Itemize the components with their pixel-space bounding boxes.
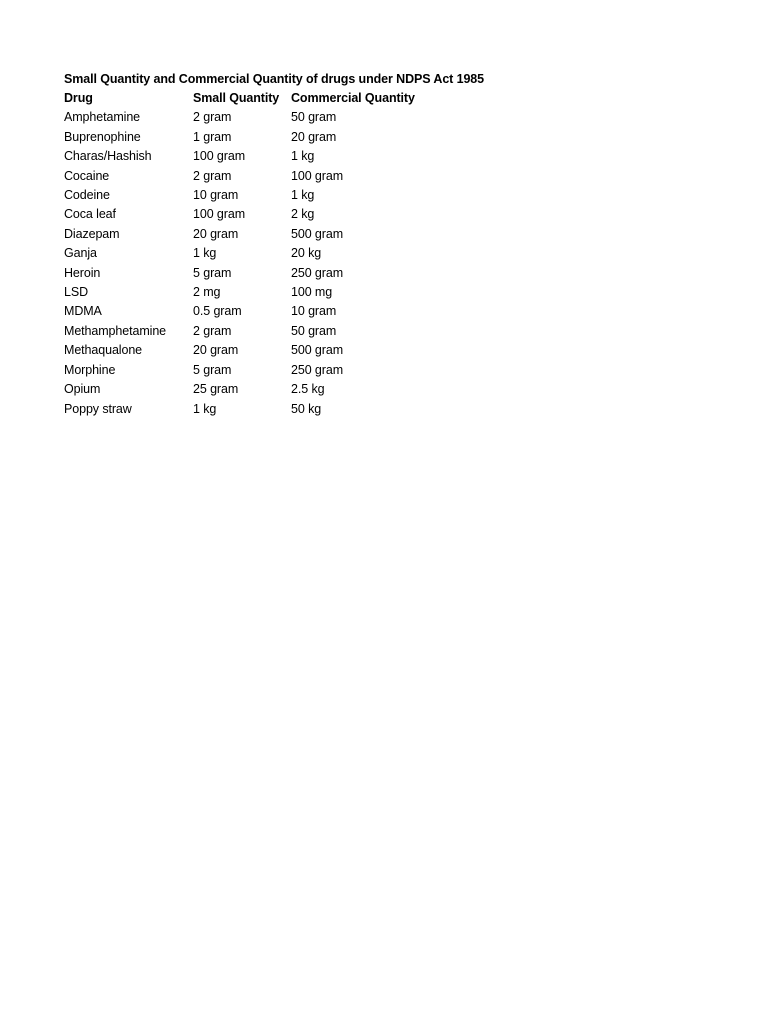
drug-cell: Poppy straw [64, 401, 132, 416]
commercial-quantity-cell: 2.5 kg [291, 382, 325, 397]
drug-cell: Methamphetamine [64, 323, 167, 338]
header-drug: Drug [64, 91, 93, 105]
commercial-quantity-cell: 10 gram [291, 304, 337, 319]
document-title: Small Quantity and Commercial Quantity of drugs under NDPS Act 1985 [64, 72, 485, 86]
table-row [64, 128, 491, 147]
small-quantity-cell: 0.5 gram [193, 304, 242, 319]
table-row [64, 380, 491, 399]
commercial-quantity-cell: 20 gram [291, 129, 337, 144]
drug-cell: Ganja [64, 246, 97, 261]
commercial-quantity-cell: 20 kg [291, 246, 322, 261]
commercial-quantity-cell: 1 kg [291, 188, 315, 203]
document-sheet [64, 70, 624, 419]
table-row [64, 205, 491, 224]
header-small-quantity: Small Quantity [193, 91, 280, 105]
commercial-quantity-cell: 50 gram [291, 110, 337, 125]
table-row [64, 108, 491, 127]
drug-cell: LSD [64, 285, 89, 300]
drug-cell: Cocaine [64, 168, 110, 183]
small-quantity-cell: 25 gram [193, 382, 239, 397]
drug-quantity-table [64, 89, 491, 419]
drug-cell: Amphetamine [64, 110, 141, 125]
drug-cell: Heroin [64, 265, 101, 280]
commercial-quantity-cell: 100 gram [291, 168, 344, 183]
drug-cell: Methaqualone [64, 343, 143, 358]
table-row [64, 244, 491, 263]
small-quantity-cell: 1 kg [193, 246, 217, 261]
table-row [64, 225, 491, 244]
small-quantity-cell: 2 gram [193, 110, 232, 125]
table-row [64, 264, 491, 283]
commercial-quantity-cell: 250 gram [291, 265, 344, 280]
commercial-quantity-cell: 2 kg [291, 207, 315, 222]
small-quantity-cell: 100 gram [193, 149, 246, 164]
drug-cell: Diazepam [64, 226, 120, 241]
table-row [64, 167, 491, 186]
table-row [64, 186, 491, 205]
table-row [64, 322, 491, 341]
small-quantity-cell: 1 kg [193, 401, 217, 416]
small-quantity-cell: 20 gram [193, 343, 239, 358]
commercial-quantity-cell: 100 mg [291, 285, 333, 300]
commercial-quantity-cell: 500 gram [291, 226, 344, 241]
table-row [64, 302, 491, 321]
commercial-quantity-cell: 50 gram [291, 323, 337, 338]
drug-cell: Opium [64, 382, 101, 397]
drug-cell: Morphine [64, 362, 116, 377]
small-quantity-cell: 5 gram [193, 362, 232, 377]
table-header-row [64, 89, 491, 108]
small-quantity-cell: 2 gram [193, 323, 232, 338]
table-row [64, 400, 491, 419]
commercial-quantity-cell: 1 kg [291, 149, 315, 164]
small-quantity-cell: 10 gram [193, 188, 239, 203]
drug-cell: Codeine [64, 188, 110, 203]
drug-cell: MDMA [64, 304, 102, 319]
table-row [64, 341, 491, 360]
small-quantity-cell: 2 mg [193, 285, 221, 300]
commercial-quantity-cell: 50 kg [291, 401, 322, 416]
small-quantity-cell: 100 gram [193, 207, 246, 222]
small-quantity-cell: 20 gram [193, 226, 239, 241]
commercial-quantity-cell: 250 gram [291, 362, 344, 377]
table-body [64, 108, 491, 419]
drug-cell: Coca leaf [64, 207, 116, 222]
table-row [64, 283, 491, 302]
small-quantity-cell: 2 gram [193, 168, 232, 183]
commercial-quantity-cell: 500 gram [291, 343, 344, 358]
drug-cell: Buprenophine [64, 129, 141, 144]
header-commercial-quantity: Commercial Quantity [291, 91, 415, 105]
small-quantity-cell: 5 gram [193, 265, 232, 280]
drug-cell: Charas/Hashish [64, 149, 152, 164]
table-row [64, 361, 491, 380]
small-quantity-cell: 1 gram [193, 129, 232, 144]
table-row [64, 147, 491, 166]
